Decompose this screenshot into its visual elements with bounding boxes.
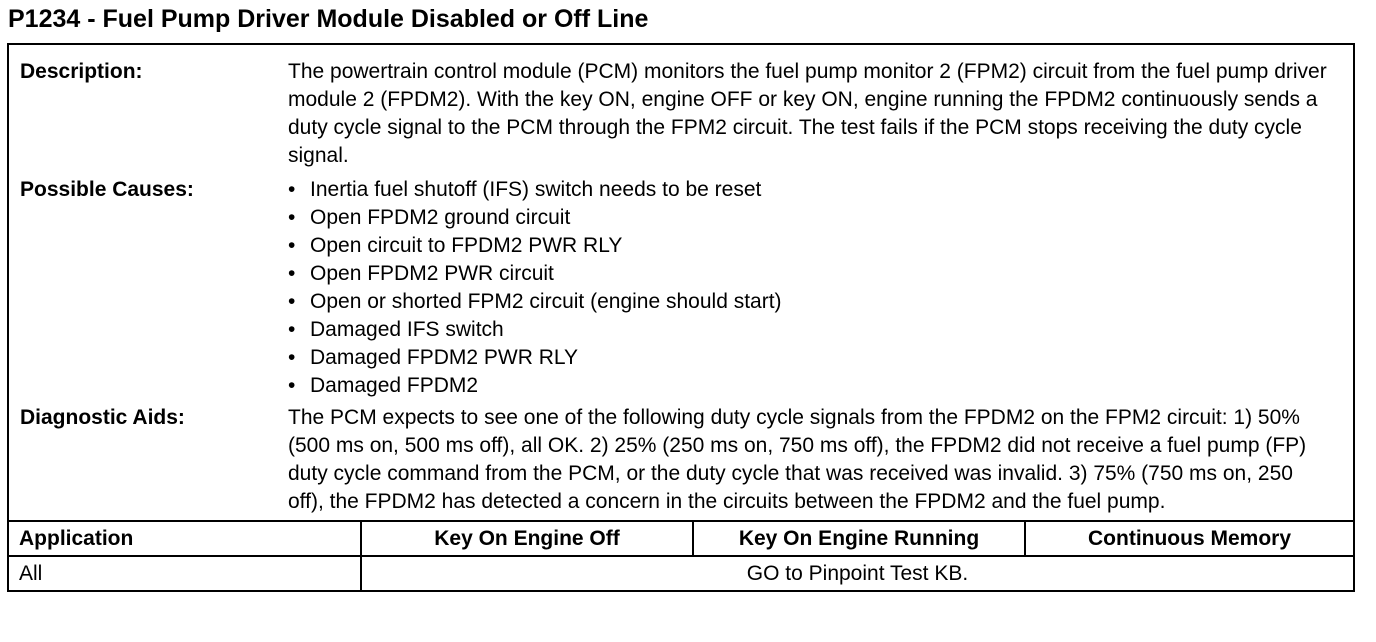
bullet-icon: • <box>288 234 296 257</box>
table-header-row <box>9 521 1353 556</box>
bullet-icon: • <box>288 262 296 285</box>
header-application: Application <box>9 521 361 556</box>
page-title: P1234 - Fuel Pump Driver Module Disabled or Off Line <box>8 5 649 33</box>
possible-causes-list <box>288 176 1333 400</box>
list-item <box>288 316 1333 344</box>
application-table <box>9 520 1353 590</box>
list-item <box>288 344 1333 372</box>
list-item <box>288 232 1333 260</box>
dtc-info-box <box>7 43 1355 592</box>
cause-text: Inertia fuel shutoff (IFS) switch needs to be reset <box>310 178 762 201</box>
cell-action: GO to Pinpoint Test KB. <box>361 556 1353 590</box>
description-text: The powertrain control module (PCM) monitors the fuel pump monitor 2 (FPM2) circuit from the fuel pump driver module 2 (FPDM2). With the key ON, engine OFF or key ON, engine running the FPDM2 continuously sends a duty cycle signal to the PCM through the FPM2 circuit. The test fails if the PCM stops receiving the duty cycle signal. <box>288 60 1327 167</box>
header-key-on-engine-running: Key On Engine Running <box>693 521 1025 556</box>
cause-text: Open FPDM2 PWR circuit <box>310 262 554 285</box>
bullet-icon: • <box>288 206 296 229</box>
list-item <box>288 204 1333 232</box>
diagnostic-aids-label: Diagnostic Aids: <box>20 406 185 429</box>
cause-text: Open circuit to FPDM2 PWR RLY <box>310 234 623 257</box>
cause-text: Damaged FPDM2 <box>310 374 479 397</box>
description-label: Description: <box>20 60 143 83</box>
bullet-icon: • <box>288 346 296 369</box>
diagnostic-aids-row <box>9 400 1353 520</box>
cause-text: Open or shorted FPM2 circuit (engine should start) <box>310 290 782 313</box>
cell-application: All <box>9 556 361 590</box>
description-row <box>9 45 1353 170</box>
list-item <box>288 372 1333 400</box>
possible-causes-label: Possible Causes: <box>20 178 194 201</box>
possible-causes-row <box>9 170 1353 400</box>
table-row <box>9 556 1353 590</box>
cause-text: Damaged IFS switch <box>310 318 504 341</box>
diagnostic-aids-text: The PCM expects to see one of the following duty cycle signals from the FPDM2 on the FPM2 circuit: 1) 50% (500 ms on, 500 ms off), all OK. 2) 25% (250 ms on, 750 ms off), the FPDM2 did not receive a fuel pump (FP) duty cycle command from the PCM, or the duty cycle that was received was invalid. 3) 75% (750 ms on, 250 off), the FPDM2 has detected a concern in the circuits between the FPDM2 and the fuel pump. <box>288 406 1307 513</box>
bullet-icon: • <box>288 290 296 313</box>
bullet-icon: • <box>288 178 296 201</box>
bullet-icon: • <box>288 374 296 397</box>
cause-text: Damaged FPDM2 PWR RLY <box>310 346 579 369</box>
header-continuous-memory: Continuous Memory <box>1025 521 1353 556</box>
cause-text: Open FPDM2 ground circuit <box>310 206 571 229</box>
bullet-icon: • <box>288 318 296 341</box>
possible-causes-list-container <box>288 176 1353 400</box>
header-key-on-engine-off: Key On Engine Off <box>361 521 693 556</box>
list-item <box>288 260 1333 288</box>
list-item <box>288 176 1333 204</box>
list-item <box>288 288 1333 316</box>
